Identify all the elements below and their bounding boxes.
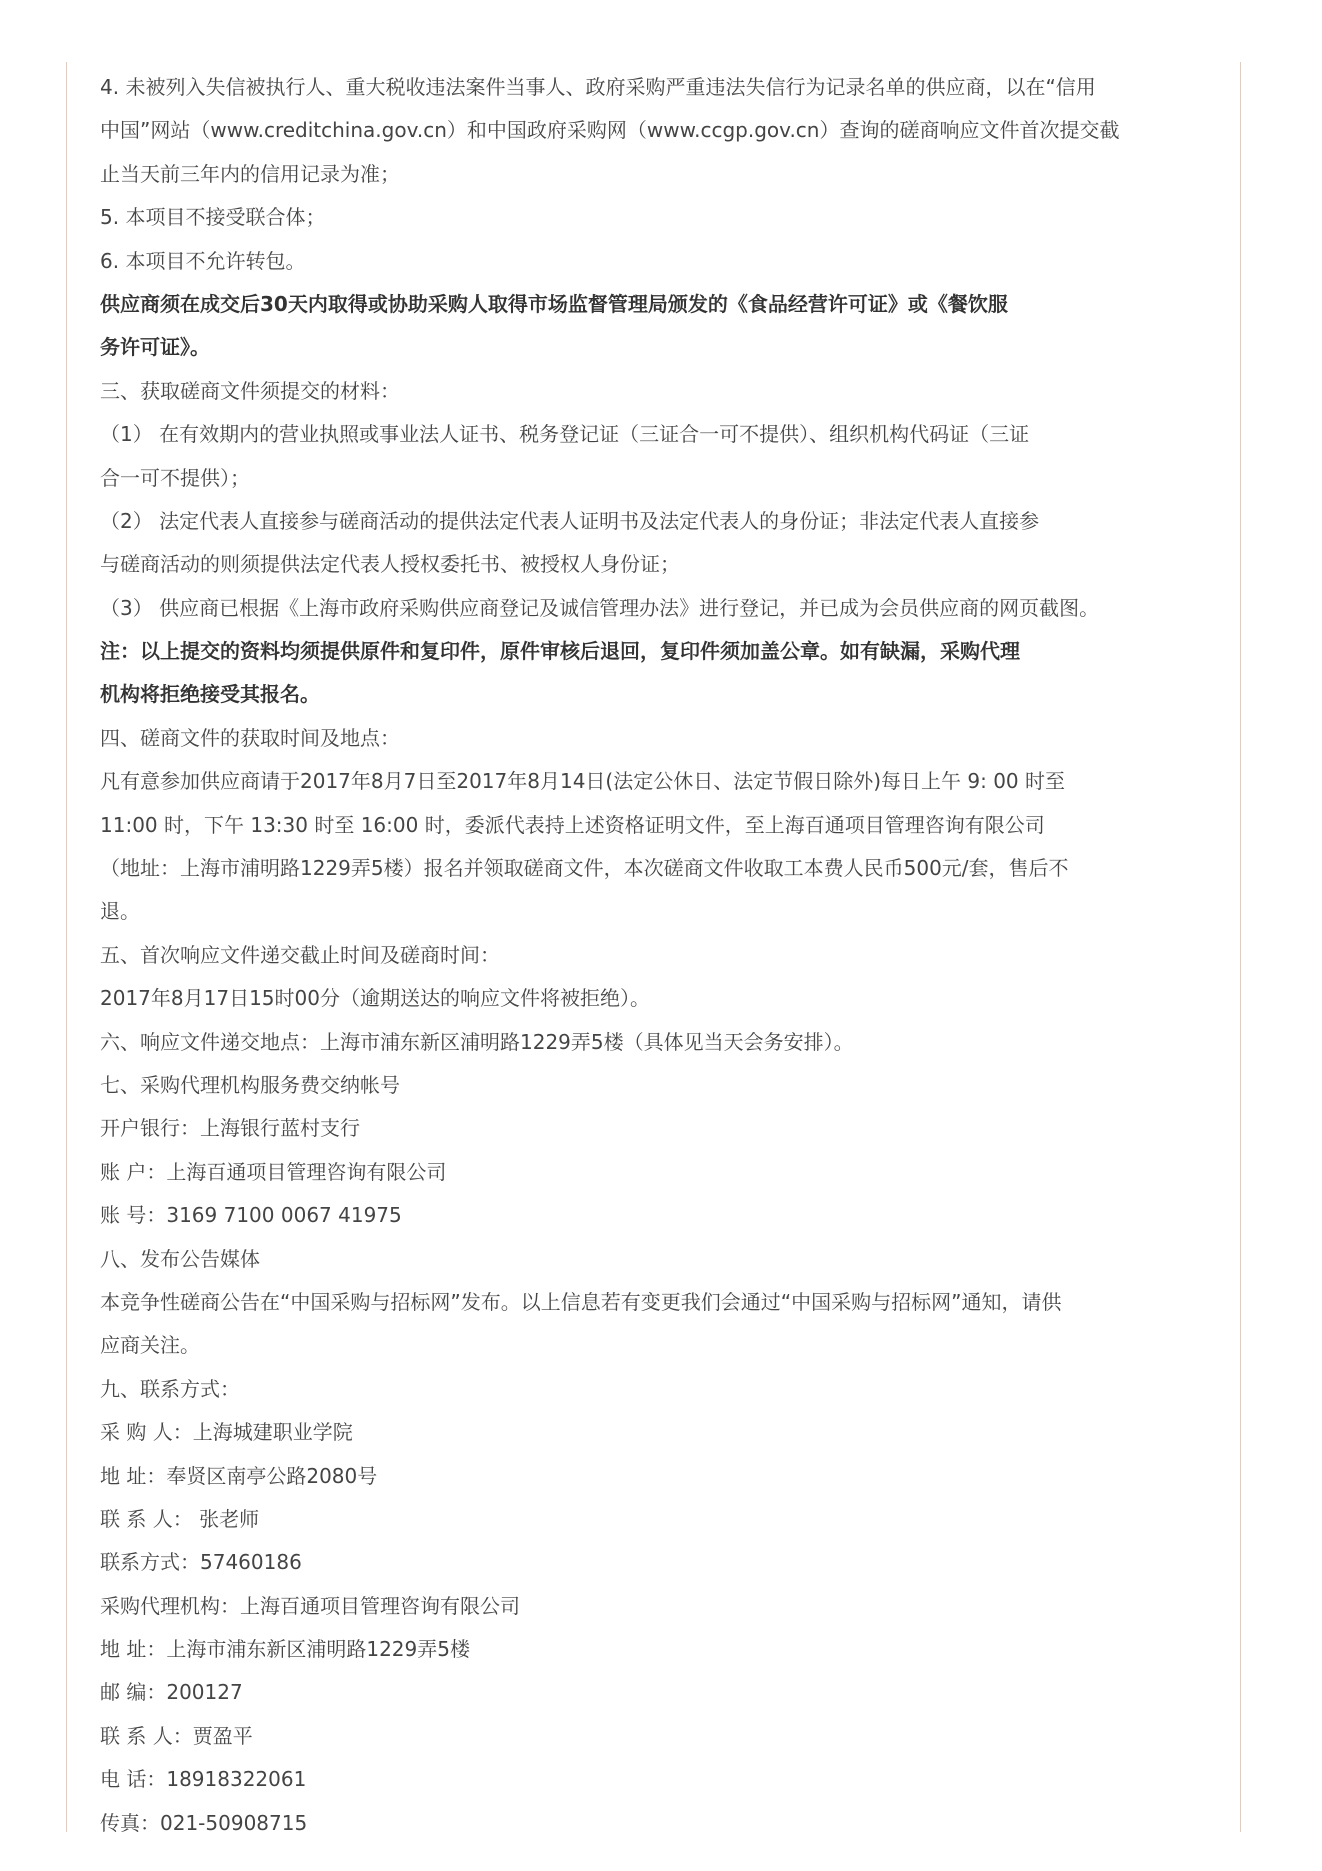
text-line: 11:00 时，下午 13:30 时至 16:00 时，委派代表持上述资格证明文件，至上海百通项目管理咨询有限公司 <box>100 812 1045 837</box>
text-line: 账 户：上海百通项目管理咨询有限公司 <box>100 1159 447 1184</box>
text-line: 联 系 人：贾盈平 <box>100 1723 253 1748</box>
text-line: 退。 <box>100 899 140 924</box>
text-line: 与磋商活动的则须提供法定代表人授权委托书、被授权人身份证； <box>100 552 680 577</box>
text-line: 联系方式：57460186 <box>100 1550 302 1575</box>
text-line: 电 话：18918322061 <box>100 1767 307 1792</box>
text-line: 5. 本项目不接受联合体； <box>100 205 326 230</box>
emphasis-line: 注：以上提交的资料均须提供原件和复印件，原件审核后退回，复印件须加盖公章。如有缺漏，采购代理 <box>100 639 1020 664</box>
text-line: 地 址：奉贤区南亭公路2080号 <box>100 1463 378 1488</box>
section-heading: 五、首次响应文件递交截止时间及磋商时间： <box>100 942 500 967</box>
text-line: 账 号：3169 7100 0067 41975 <box>100 1203 402 1228</box>
emphasis-line: 机构将拒绝接受其报名。 <box>100 682 320 707</box>
section-heading: 三、获取磋商文件须提交的材料： <box>100 378 400 403</box>
text-line: 采购代理机构：上海百通项目管理咨询有限公司 <box>100 1593 520 1618</box>
text-line: 采 购 人：上海城建职业学院 <box>100 1420 353 1445</box>
section-heading: 四、磋商文件的获取时间及地点： <box>100 725 400 750</box>
text-line: 六、响应文件递交地点：上海市浦东新区浦明路1229弄5楼（具体见当天会务安排）。 <box>100 1029 854 1054</box>
text-line: 2017年8月17日15时00分（逾期送达的响应文件将被拒绝）。 <box>100 986 650 1011</box>
left-margin-rule <box>66 62 67 1832</box>
emphasis-line: 务许可证》。 <box>100 335 210 360</box>
text-line: 邮 编：200127 <box>100 1680 243 1705</box>
text-line: 本竞争性磋商公告在“中国采购与招标网”发布。以上信息若有变更我们会通过“中国采购与招标网”通知，请供 <box>100 1289 1062 1314</box>
text-line: 止当天前三年内的信用记录为准； <box>100 161 400 186</box>
text-line: 凡有意参加供应商请于2017年8月7日至2017年8月14日(法定公休日、法定节假日除外)每日上午 9: 00 时至 <box>100 769 1066 794</box>
document-body <box>100 66 1225 1845</box>
text-line: （3） 供应商已根据《上海市政府采购供应商登记及诚信管理办法》进行登记，并已成为会员供应商的网页截图。 <box>100 595 1100 620</box>
right-margin-rule <box>1240 62 1241 1832</box>
text-line: 4. 未被列入失信被执行人、重大税收违法案件当事人、政府采购严重违法失信行为记录名单的供应商，以在“信用 <box>100 75 1096 99</box>
text-line: 联 系 人： 张老师 <box>100 1506 260 1531</box>
text-line: （1） 在有效期内的营业执照或事业法人证书、税务登记证（三证合一可不提供）、组织机构代码证（三证 <box>100 422 1030 447</box>
text-line: （地址：上海市浦明路1229弄5楼）报名并领取磋商文件，本次磋商文件收取工本费人民币500元/套，售后不 <box>100 856 1069 881</box>
text-line: 地 址：上海市浦东新区浦明路1229弄5楼 <box>100 1637 470 1662</box>
text-line: 合一可不提供）； <box>100 465 250 490</box>
section-heading: 八、发布公告媒体 <box>100 1246 260 1271</box>
text-line: 开户银行：上海银行蓝村支行 <box>100 1116 360 1141</box>
text-line: 应商关注。 <box>100 1333 200 1358</box>
text-line: 中国”网站（www.creditchina.gov.cn）和中国政府采购网（www.ccgp.gov.cn）查询的磋商响应文件首次提交截 <box>100 118 1120 143</box>
text-line: 6. 本项目不允许转包。 <box>100 248 306 273</box>
section-heading: 七、采购代理机构服务费交纳帐号 <box>100 1072 400 1097</box>
emphasis-line: 供应商须在成交后30天内取得或协助采购人取得市场监督管理局颁发的《食品经营许可证》或《餐饮服 <box>100 291 1008 316</box>
section-heading: 九、联系方式： <box>100 1376 240 1401</box>
text-line: 传真：021-50908715 <box>100 1810 308 1835</box>
text-line: （2） 法定代表人直接参与磋商活动的提供法定代表人证明书及法定代表人的身份证；非法定代表人直接参 <box>100 508 1040 533</box>
